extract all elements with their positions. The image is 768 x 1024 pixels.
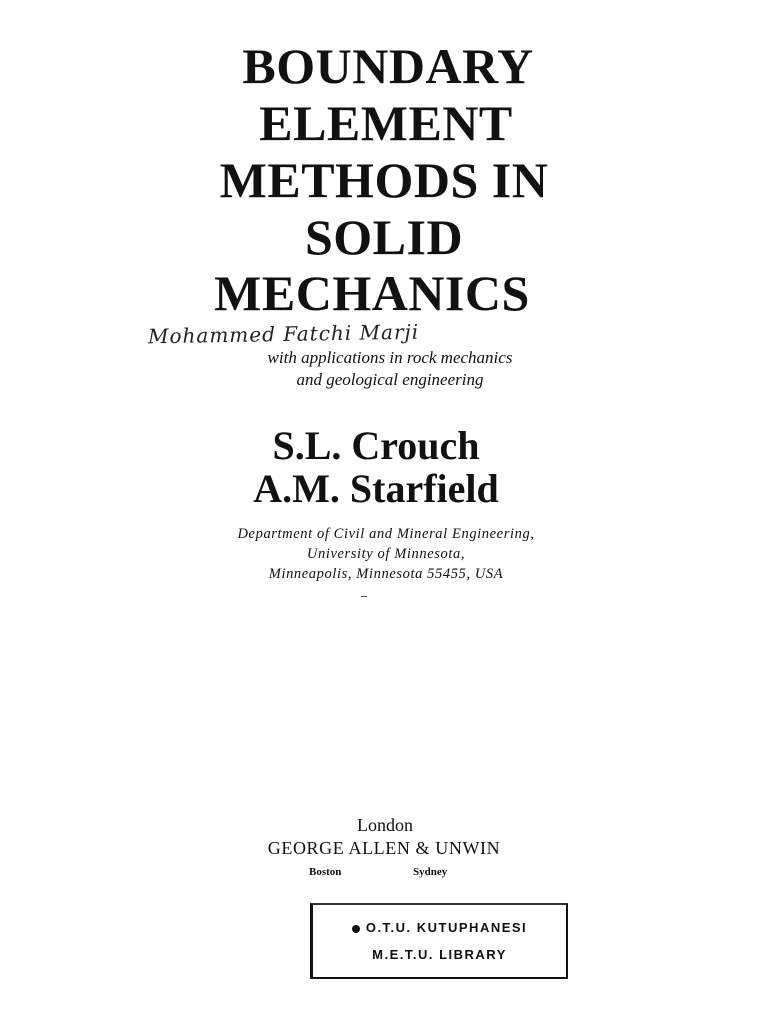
publisher-city-left: Boston [309, 866, 342, 878]
title-line-2: ELEMENT [259, 95, 513, 151]
title-line-5: MECHANICS [214, 265, 530, 321]
title-line-1: BOUNDARY [242, 38, 534, 94]
publisher-name: GEORGE ALLEN & UNWIN [267, 838, 501, 858]
author-2: A.M. Starfield [253, 466, 499, 511]
publisher-city: London [357, 815, 413, 835]
title-line-3: METHODS IN [219, 152, 549, 208]
print-speck [361, 596, 367, 597]
title-line-4: SOLID [304, 209, 464, 265]
bullet-icon [352, 925, 360, 933]
handwritten-signature: Mohammed Fatchi Marji [147, 319, 420, 349]
publisher-city-right: Sydney [413, 866, 448, 878]
stamp-line-2: M.E.T.U. LIBRARY [372, 947, 507, 962]
stamp-line-1-text: O.T.U. KUTUPHANESI [365, 920, 528, 935]
stamp-line-1 [313, 920, 566, 935]
affiliation-line-1: Department of Civil and Mineral Engineering, [237, 526, 535, 542]
library-stamp [310, 903, 568, 979]
subtitle-line-1: with applications in rock mechanics [267, 348, 513, 367]
author-1: S.L. Crouch [272, 423, 480, 468]
affiliation-line-2: University of Minnesota, [306, 546, 466, 562]
affiliation-line-3: Minneapolis, Minnesota 55455, USA [268, 566, 504, 582]
subtitle-line-2: and geological engineering [296, 370, 484, 389]
